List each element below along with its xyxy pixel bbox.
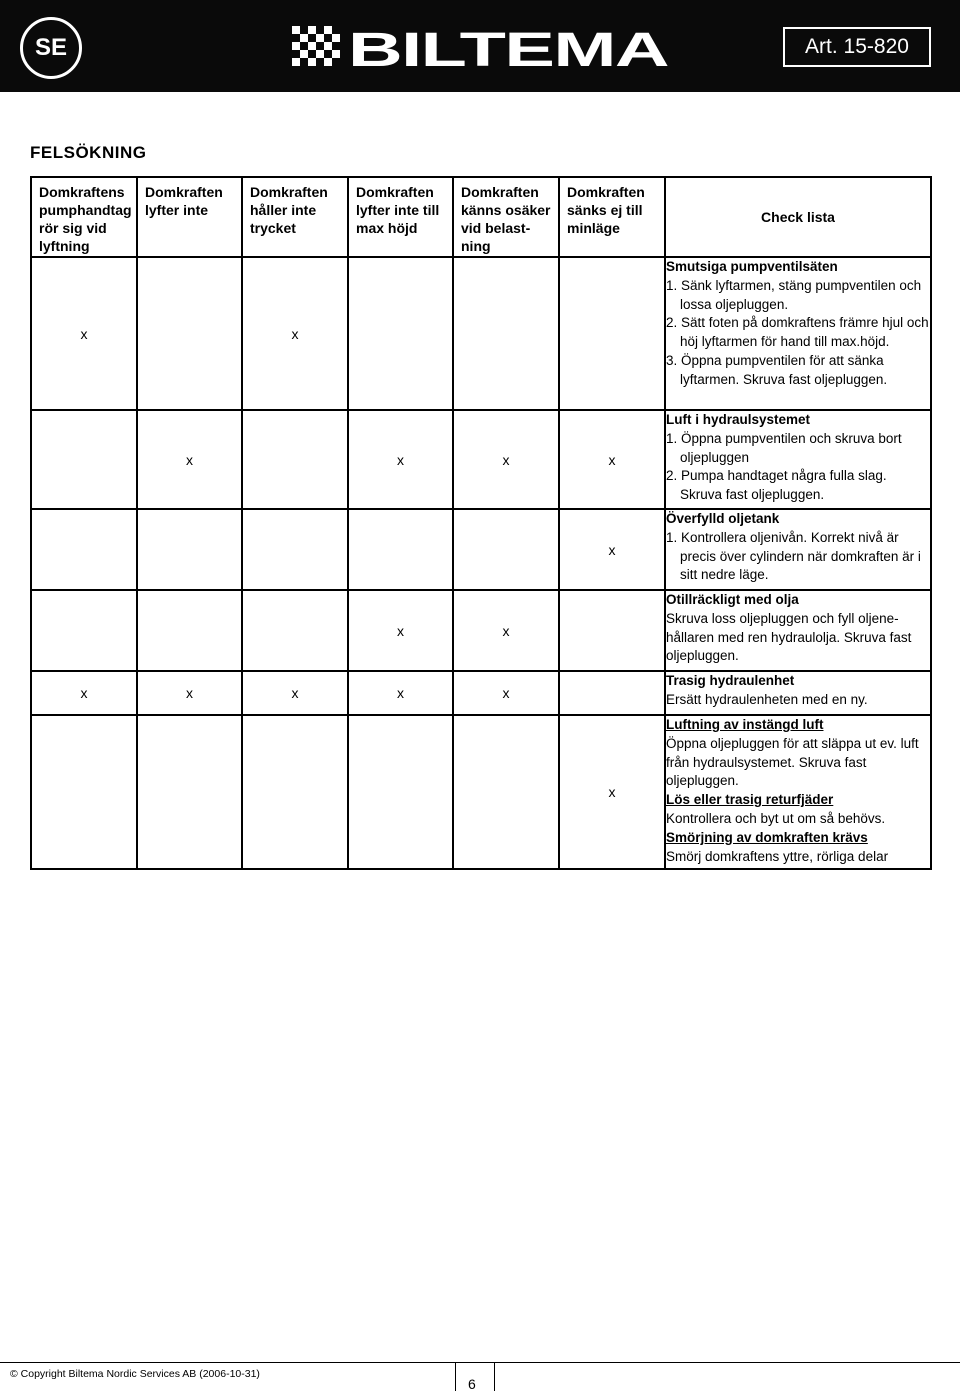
mark-cell	[242, 410, 348, 509]
check-title: Smörjning av domkraften krävs	[666, 829, 868, 845]
check-list-header: Check lista	[665, 177, 931, 257]
check-step: Skruva loss oljepluggen och fyll oljene- hållaren med ren hydraulolja. Skruva fast oljepluggen.	[666, 610, 912, 664]
check-step: 1. Sänk lyftarmen, stäng pumpventilen och lossa oljepluggen.	[666, 277, 922, 312]
mark-cell	[559, 671, 665, 715]
table-row	[31, 671, 931, 715]
mark-cell: x	[348, 671, 453, 715]
symptom-header: Domkraften håller inte trycket	[242, 177, 348, 257]
table-header-row	[31, 177, 931, 257]
mark-cell: x	[242, 257, 348, 410]
mark-cell	[137, 257, 242, 410]
mark-cell	[242, 509, 348, 590]
mark-cell	[453, 715, 559, 869]
check-step: 1. Öppna pumpventilen och skruva bort oljepluggen	[666, 430, 902, 465]
mark-cell	[31, 590, 137, 671]
mark-cell: x	[348, 590, 453, 671]
check-step: 2. Pumpa handtaget några fulla slag. Skruva fast oljepluggen.	[666, 468, 887, 503]
check-step: 3. Öppna pumpventilen för att sänka lyftarmen. Skruva fast oljepluggen.	[666, 352, 888, 387]
mark-cell: x	[559, 410, 665, 509]
symptom-header: Domkraften lyfter inte	[137, 177, 242, 257]
mark-cell	[559, 590, 665, 671]
mark-cell	[137, 590, 242, 671]
check-cell	[665, 257, 931, 410]
symptom-header: Domkraften sänks ej till minläge	[559, 177, 665, 257]
mark-cell: x	[242, 671, 348, 715]
biltema-logo	[292, 24, 672, 70]
mark-cell: x	[559, 715, 665, 869]
table-row	[31, 410, 931, 509]
check-title: Trasig hydraulenhet	[666, 673, 795, 688]
mark-cell: x	[453, 590, 559, 671]
mark-cell: x	[137, 410, 242, 509]
table-row	[31, 257, 931, 410]
symptom-header: Domkraftens pumphandtag rör sig vid lyftning	[31, 177, 137, 257]
troubleshooting-table	[30, 176, 932, 870]
language-badge: SE	[20, 17, 82, 79]
symptom-header: Domkraften lyfter inte till max höjd	[348, 177, 453, 257]
check-title: Smutsiga pumpventilsäten	[666, 259, 838, 274]
check-step: Smörj domkraftens yttre, rörliga delar	[666, 848, 889, 864]
mark-cell: x	[31, 671, 137, 715]
mark-cell	[242, 715, 348, 869]
mark-cell	[453, 509, 559, 590]
section-title: FELSÖKNING	[30, 143, 147, 162]
check-step: 2. Sätt foten på domkraftens främre hjul och höj lyftarmen för hand till max.höjd.	[666, 315, 929, 350]
mark-cell: x	[453, 671, 559, 715]
table-row	[31, 509, 931, 590]
mark-cell	[453, 257, 559, 410]
check-title: Överfylld oljetank	[666, 511, 780, 526]
article-number: Art. 15-820	[783, 27, 931, 67]
mark-cell	[559, 257, 665, 410]
mark-cell: x	[453, 410, 559, 509]
copyright-notice: © Copyright Biltema Nordic Services AB (2006-10-31)	[10, 1368, 260, 1380]
mark-cell	[348, 509, 453, 590]
check-cell	[665, 410, 931, 509]
mark-cell	[31, 509, 137, 590]
mark-cell	[242, 590, 348, 671]
mark-cell: x	[559, 509, 665, 590]
mark-cell	[348, 715, 453, 869]
check-cell	[665, 509, 931, 590]
mark-cell	[348, 257, 453, 410]
check-title: Otillräckligt med olja	[666, 592, 799, 607]
page-header	[0, 0, 960, 92]
check-step: 1. Kontrollera oljenivån. Korrekt nivå är precis över cylindern när domkraften är i sitt nedre läge.	[666, 529, 921, 583]
check-title: Luft i hydraulsystemet	[666, 412, 811, 427]
check-step: Öppna oljepluggen för att släppa ut ev. luft från hydraulsystemet. Skruva fast oljepluggen.	[666, 735, 919, 789]
check-step: Kontrollera och byt ut om så behövs.	[666, 810, 886, 826]
check-title: Luftning av instängd luft	[666, 717, 824, 732]
mark-cell: x	[348, 410, 453, 509]
mark-cell: x	[31, 257, 137, 410]
page-number: 6	[468, 1376, 476, 1392]
check-cell	[665, 671, 931, 715]
check-title: Lös eller trasig returfjäder	[666, 792, 834, 808]
mark-cell: x	[137, 671, 242, 715]
mark-cell	[31, 410, 137, 509]
mark-cell	[137, 715, 242, 869]
brand-wordmark: BILTEMA	[348, 24, 669, 70]
symptom-header: Domkraften känns osäker vid belast- ning	[453, 177, 559, 257]
check-cell	[665, 590, 931, 671]
check-cell	[665, 715, 931, 869]
table-row	[31, 715, 931, 869]
mark-cell	[137, 509, 242, 590]
table-row	[31, 590, 931, 671]
mark-cell	[31, 715, 137, 869]
check-step: Ersätt hydraulenheten med en ny.	[666, 691, 868, 707]
